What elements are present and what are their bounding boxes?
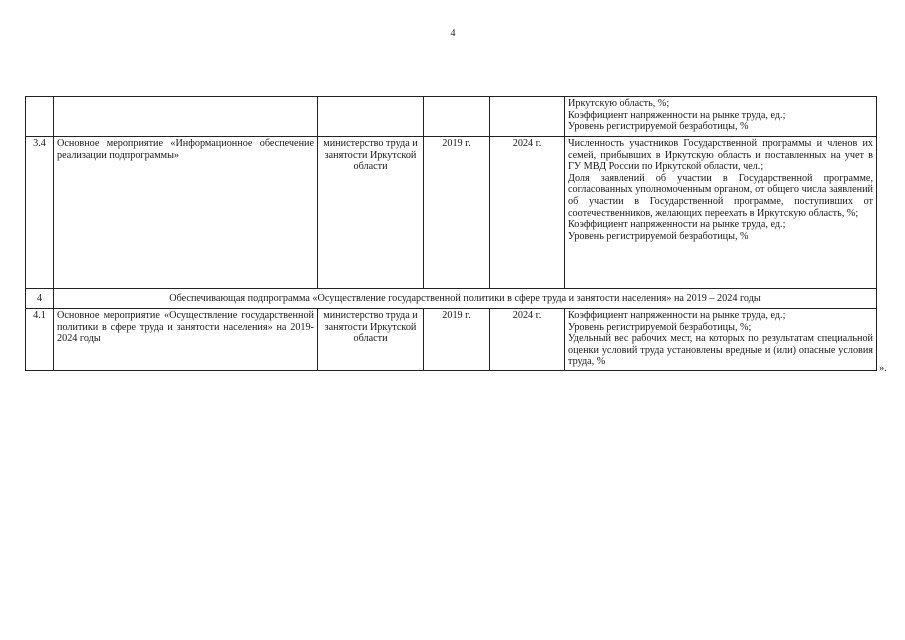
indicators-cell [565, 137, 877, 289]
indicator-item: Доля заявлений об участии в Государственной программе, согласованных уполномоченным органом, от общего числа заявлений об участии в Государственной программе, поступивших от соотечественников, желающих переехать в Иркутскую область, %; [568, 172, 873, 219]
table-row [26, 137, 877, 289]
row-number: 4.1 [26, 309, 54, 371]
measure-name [54, 97, 318, 137]
row-number [26, 97, 54, 137]
measure-name: Основное мероприятие «Осуществление государственной политики в сфере труда и занятости населения» на 2019-2024 годы [54, 309, 318, 371]
indicator-item: Коэффициент напряженности на рынке труда, ед.; [568, 219, 786, 231]
start-year: 2019 г. [424, 137, 490, 289]
indicators-cell [565, 97, 877, 137]
indicator-item: Уровень регистрируемой безработицы, %; [568, 321, 752, 333]
executor: министерство труда и занятости Иркутской области [318, 309, 424, 371]
page-number: 4 [450, 28, 456, 39]
executor [318, 97, 424, 137]
row-number: 3.4 [26, 137, 54, 289]
end-year: 2024 г. [490, 309, 565, 371]
measures-table [25, 96, 877, 371]
indicator-item: Численность участников Государственной программы и членов их семей, прибывших в Иркутскую область и поставленных на учет в ГУ МВД России по Иркутской области, чел.; [568, 138, 873, 173]
indicator-item: Удельный вес рабочих мест, на которых по результатам специальной оценки условий труда установлены вредные и (или) опасные условия труда, % [568, 333, 873, 368]
indicators-cell [565, 309, 877, 371]
measure-name: Основное мероприятие «Информационное обеспечение реализации подпрограммы» [54, 137, 318, 289]
indicator-item: Уровень регистрируемой безработицы, % [568, 121, 749, 133]
end-year [490, 97, 565, 137]
executor: министерство труда и занятости Иркутской области [318, 137, 424, 289]
indicator-item: Коэффициент напряженности на рынке труда, ед.; [568, 310, 786, 321]
indicator-item: Коэффициент напряженности на рынке труда, ед.; [568, 109, 786, 121]
indicator-item: Иркутскую область, %; [568, 98, 670, 109]
start-year [424, 97, 490, 137]
table-row [26, 97, 877, 137]
closing-quote-mark: ». [879, 363, 887, 374]
section-title: Обеспечивающая подпрограмма «Осуществление государственной политики в сфере труда и занятости населения» на 2019 – 2024 годы [54, 289, 877, 309]
start-year: 2019 г. [424, 309, 490, 371]
section-row [26, 289, 877, 309]
end-year: 2024 г. [490, 137, 565, 289]
indicator-item: Уровень регистрируемой безработицы, % [568, 230, 749, 242]
table-row [26, 309, 877, 371]
section-number: 4 [26, 289, 54, 309]
